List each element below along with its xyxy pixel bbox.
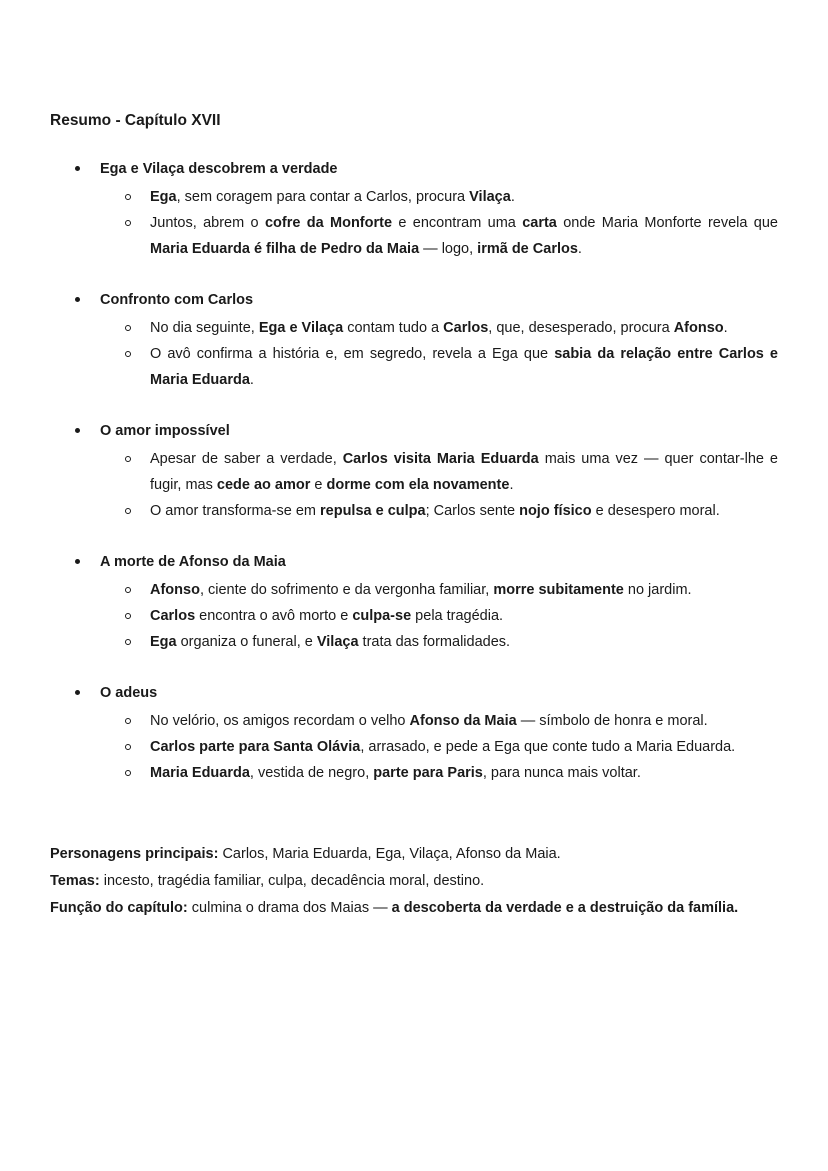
text: , sem coragem para contar a Carlos, procura	[176, 189, 470, 205]
text: O amor transforma-se em	[150, 503, 321, 519]
list-item	[100, 629, 778, 655]
characters-label: Personagens principais:	[50, 846, 219, 862]
bold-text: Ega	[150, 189, 177, 205]
sub-items-list	[100, 184, 778, 262]
hollow-bullet-icon	[125, 194, 131, 200]
bold-text: culpa-se	[352, 608, 412, 624]
bold-text: dorme com ela novamente	[326, 477, 510, 493]
text: .	[510, 189, 515, 205]
bold-text: Carlos	[150, 608, 196, 624]
themes-text: incesto, tragédia familiar, culpa, decadência moral, destino.	[99, 873, 485, 889]
text: e encontram uma	[392, 215, 523, 231]
bold-text: Carlos visita Maria Eduarda	[342, 451, 539, 467]
bold-text: Vilaça	[316, 634, 359, 650]
text: , ciente do sofrimento e da vergonha familiar,	[199, 582, 494, 598]
hollow-bullet-icon	[125, 613, 131, 619]
list-item	[100, 577, 778, 603]
function-bold-text: a descoberta da verdade e a destruição da família.	[391, 900, 739, 916]
characters-line	[50, 841, 750, 868]
function-label: Função do capítulo:	[50, 900, 188, 916]
text: .	[249, 372, 254, 388]
text: Juntos, abrem o	[150, 215, 265, 231]
sub-items-list	[100, 315, 778, 393]
section-heading: A morte de Afonso da Maia	[100, 554, 286, 570]
bold-text: Carlos parte para Santa Olávia	[150, 739, 361, 755]
bullet-icon	[75, 166, 80, 171]
bullet-icon	[75, 690, 80, 695]
text: .	[723, 320, 728, 336]
section-item	[50, 551, 778, 655]
text: — símbolo de honra e moral.	[516, 713, 708, 729]
bullet-icon	[75, 559, 80, 564]
text: , arrasado, e pede a Ega que conte tudo a Maria Eduarda.	[360, 739, 736, 755]
themes-label: Temas:	[50, 873, 100, 889]
section-item	[50, 289, 778, 393]
list-item	[100, 341, 778, 393]
hollow-bullet-icon	[125, 587, 131, 593]
section-heading: Confronto com Carlos	[100, 292, 254, 308]
bold-text: cede ao amor	[216, 477, 311, 493]
function-text: culmina o drama dos Maias —	[187, 900, 392, 916]
section-item	[50, 420, 778, 524]
sections-list	[50, 158, 778, 786]
bold-text: carta	[522, 215, 557, 231]
sub-items-list	[100, 446, 778, 524]
list-item	[100, 760, 778, 786]
section-heading: O adeus	[100, 685, 158, 701]
bullet-icon	[75, 428, 80, 433]
text: No dia seguinte,	[150, 320, 259, 336]
characters-text: Carlos, Maria Eduarda, Ega, Vilaça, Afonso da Maia.	[218, 846, 561, 862]
list-item	[100, 315, 778, 341]
text: No velório, os amigos recordam o velho	[150, 713, 410, 729]
hollow-bullet-icon	[125, 351, 131, 357]
hollow-bullet-icon	[125, 744, 131, 750]
section-item	[50, 158, 778, 262]
list-item	[100, 210, 778, 262]
bold-text: Afonso	[673, 320, 724, 336]
text: e desespero moral.	[591, 503, 720, 519]
bold-text: Afonso da Maia	[409, 713, 517, 729]
bold-text: Maria Eduarda é filha de Pedro da Maia	[150, 241, 420, 257]
bold-text: Afonso	[150, 582, 200, 598]
text: ; Carlos sente	[425, 503, 520, 519]
hollow-bullet-icon	[125, 325, 131, 331]
text: onde Maria Monforte revela que	[556, 215, 778, 231]
text: , que, desesperado, procura	[488, 320, 674, 336]
text: .	[509, 477, 514, 493]
bold-text: Ega e Vilaça	[258, 320, 344, 336]
text: mais uma vez — quer contar-lhe e fugir, mas	[150, 451, 778, 493]
text: , vestida de negro,	[249, 765, 374, 781]
bold-text: Ega	[150, 634, 177, 650]
bold-text: Carlos	[443, 320, 489, 336]
list-item	[100, 734, 778, 760]
bold-text: sabia da relação entre Carlos e Maria Eduarda	[150, 346, 778, 388]
text: O avô confirma a história e, em segredo, revela a Ega que	[150, 346, 555, 362]
themes-line	[50, 868, 750, 895]
sub-items-list	[100, 577, 778, 655]
text: contam tudo a	[343, 320, 444, 336]
chapter-summary	[50, 841, 750, 922]
text: , para nunca mais voltar.	[482, 765, 641, 781]
list-item	[100, 708, 778, 734]
text: organiza o funeral, e	[176, 634, 317, 650]
text: encontra o avô morto e	[195, 608, 353, 624]
bold-text: irmã de Carlos	[477, 241, 578, 257]
bold-text: Vilaça	[469, 189, 511, 205]
text: no jardim.	[623, 582, 692, 598]
list-item	[100, 603, 778, 629]
hollow-bullet-icon	[125, 718, 131, 724]
bold-text: repulsa e culpa	[320, 503, 426, 519]
text: e	[310, 477, 327, 493]
text: pela tragédia.	[411, 608, 504, 624]
bold-text: cofre da Monforte	[264, 215, 393, 231]
hollow-bullet-icon	[125, 639, 131, 645]
bullet-icon	[75, 297, 80, 302]
bold-text: parte para Paris	[373, 765, 483, 781]
text: — logo,	[419, 241, 478, 257]
section-item	[50, 682, 778, 786]
document-title: Resumo - Capítulo XVII	[50, 112, 221, 129]
list-item	[100, 498, 778, 524]
bold-text: Maria Eduarda	[150, 765, 250, 781]
hollow-bullet-icon	[125, 770, 131, 776]
hollow-bullet-icon	[125, 508, 131, 514]
hollow-bullet-icon	[125, 456, 131, 462]
list-item	[100, 184, 778, 210]
function-line	[50, 895, 750, 922]
list-item	[100, 446, 778, 498]
sub-items-list	[100, 708, 778, 786]
section-heading: Ega e Vilaça descobrem a verdade	[100, 161, 338, 177]
bold-text: nojo físico	[519, 503, 592, 519]
text: trata das formalidades.	[358, 634, 511, 650]
text: .	[577, 241, 582, 257]
hollow-bullet-icon	[125, 220, 131, 226]
text: Apesar de saber a verdade,	[150, 451, 343, 467]
section-heading: O amor impossível	[100, 423, 230, 439]
bold-text: morre subitamente	[493, 582, 624, 598]
